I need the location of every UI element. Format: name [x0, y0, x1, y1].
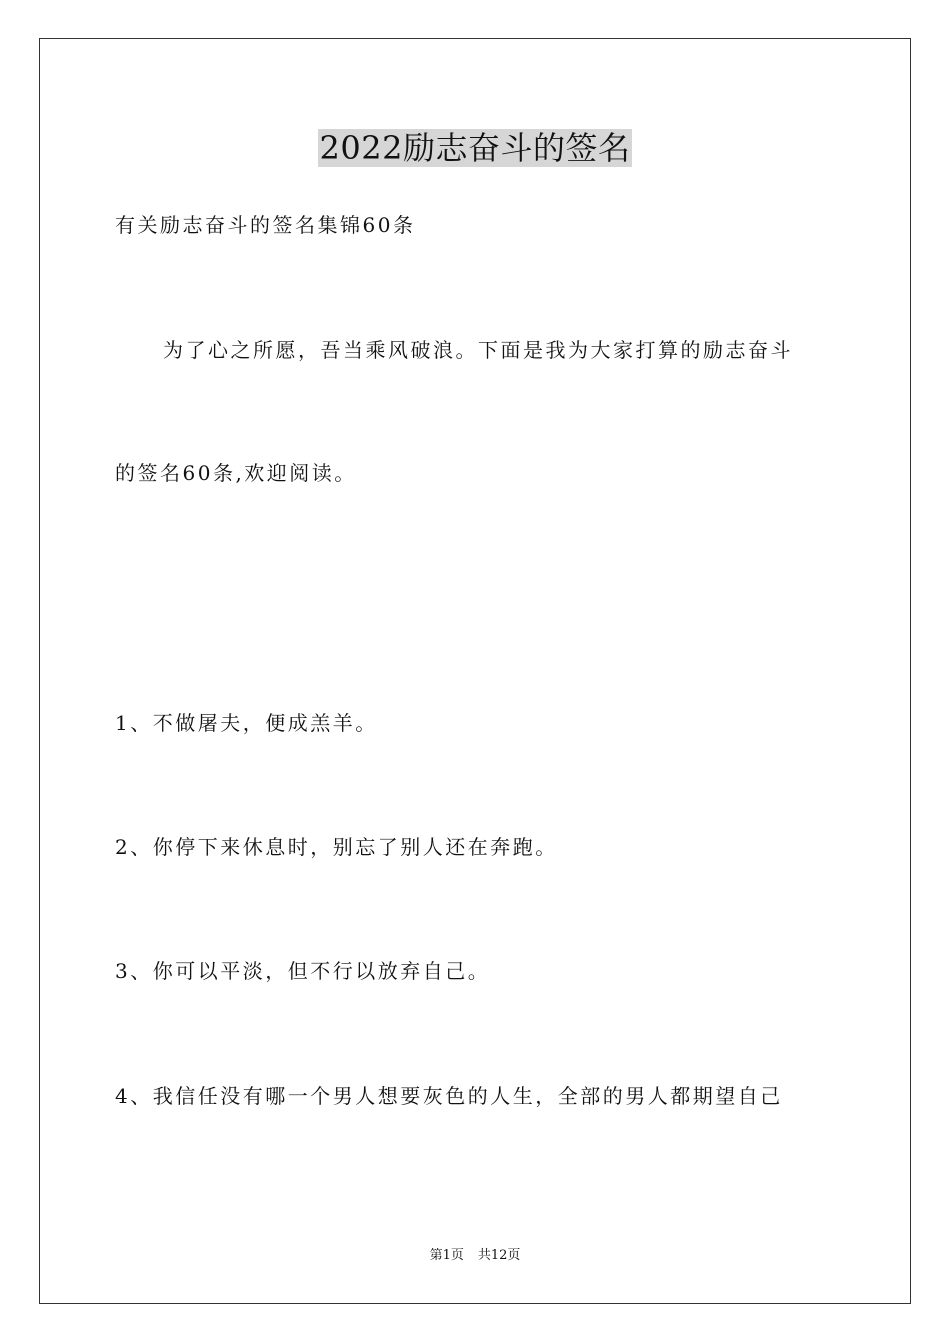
intro-paragraph-line-2: 的签名60条,欢迎阅读。 [115, 461, 357, 485]
document-title [0, 126, 950, 170]
document-subtitle: 有关励志奋斗的签名集锦60条 [115, 213, 416, 237]
list-item-2: 2、你停下来休息时，别忘了别人还在奔跑。 [115, 835, 558, 859]
page-number-current: 第1页 [429, 1248, 464, 1263]
page-number-total: 共12页 [477, 1248, 521, 1263]
intro-paragraph-line-1: 为了心之所愿，吾当乘风破浪。下面是我为大家打算的励志奋斗 [163, 338, 793, 362]
list-item-3: 3、你可以平淡，但不行以放弃自己。 [115, 959, 491, 983]
page-footer [0, 1247, 950, 1265]
document-title-text: 2022励志奋斗的签名 [319, 129, 631, 167]
list-item-1: 1、不做屠夫，便成羔羊。 [115, 711, 378, 735]
list-item-4: 4、我信任没有哪一个男人想要灰色的人生，全部的男人都期望自己 [115, 1084, 783, 1108]
